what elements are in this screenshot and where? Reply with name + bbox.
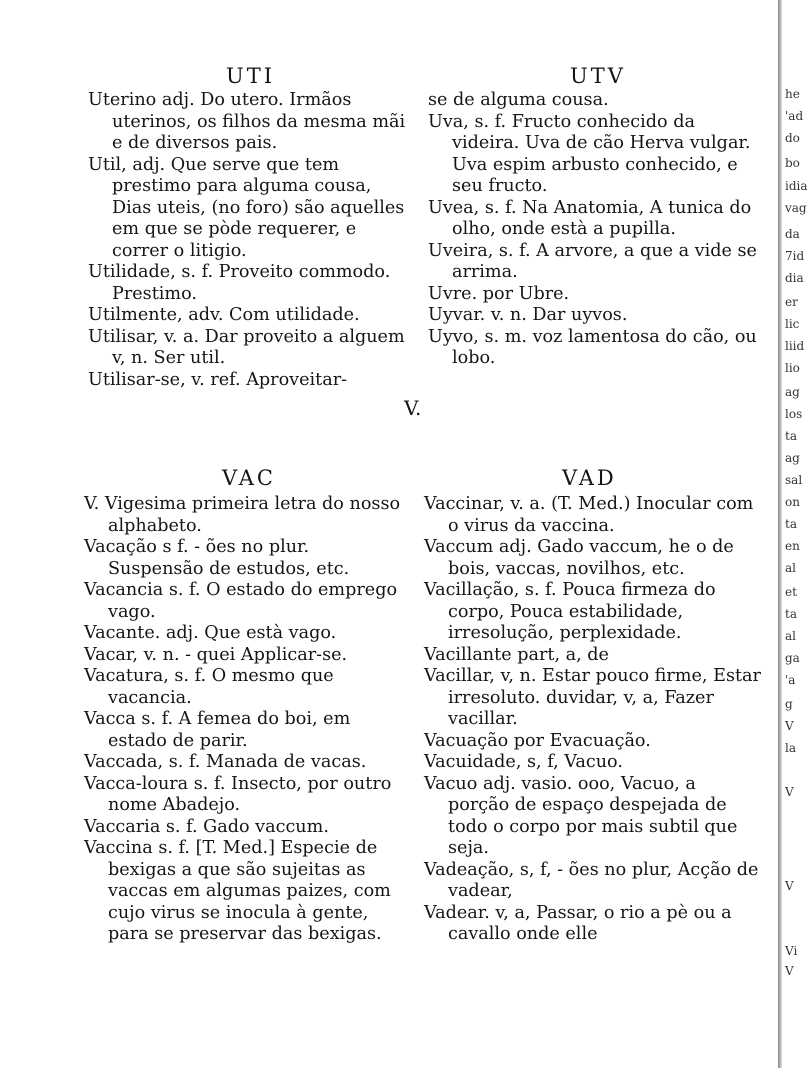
dictionary-entry: Vacante. adj. Que està vago. <box>84 623 337 643</box>
dictionary-entry: Vaccinar, v. a. (T. Med.) Inocular com o virus da vaccina. <box>424 494 754 536</box>
edge-fragment: al <box>785 561 796 575</box>
dictionary-entry: Vacancia s. f. O estado do emprego vago. <box>84 580 398 622</box>
edge-fragment: on <box>785 495 800 509</box>
dictionary-entry: Vadear. v, a, Passar, o rio a pè ou a cavallo onde elle <box>424 902 732 944</box>
edge-fragment: ta <box>785 607 797 621</box>
dictionary-entry: se de alguma cousa. <box>428 90 609 110</box>
dictionary-entry: Utilidade, s. f. Proveito commodo. Prestimo. <box>88 262 391 304</box>
edge-fragment: ag <box>785 385 800 399</box>
dictionary-entry: Vacação s f. - ões no plur. Suspensão de estudos, etc. <box>84 537 350 579</box>
dictionary-entry: Utilisar-se, v. ref. Aproveitar- <box>88 369 348 390</box>
bottom-right-running-header: VAD <box>562 466 617 490</box>
edge-fragment: liid <box>785 339 805 353</box>
dictionary-entry: Vacatura, s. f. O mesmo que vacancia. <box>84 666 334 708</box>
dictionary-entry: Vadeação, s, f, - ões no plur, Acção de vadear, <box>424 859 759 901</box>
bottom-left-column <box>84 494 406 946</box>
section-letter: V. <box>404 396 422 420</box>
dictionary-entry: Vacca s. f. A femea do boi, em estado de parir. <box>84 709 351 751</box>
book-spine-shadow <box>778 0 782 1068</box>
edge-fragment: idia <box>785 179 808 193</box>
edge-fragment: ag <box>785 451 800 465</box>
edge-fragment: et <box>785 585 797 599</box>
edge-fragment: V <box>785 719 794 733</box>
edge-fragment: Vi <box>785 944 798 958</box>
dictionary-entry: Vacuo adj. vasio. ooo, Vacuo, a porção de espaço despejada de todo o corpo por mais subtil que seja. <box>424 773 738 858</box>
edge-fragment: dia <box>785 271 804 285</box>
bottom-right-column <box>424 494 762 946</box>
dictionary-entry: Vacar, v. n. - quei Applicar-se. <box>84 644 348 665</box>
dictionary-entry: Uveira, s. f. A arvore, a que a vide se arrima. <box>428 240 757 282</box>
edge-fragment: sal <box>785 473 803 487</box>
edge-fragment: los <box>785 407 803 421</box>
edge-fragment: 7id <box>785 249 805 263</box>
dictionary-entry: Uterino adj. Do utero. Irmãos uterinos, os filhos da mesma mãi e de diversos pais. <box>88 90 406 153</box>
top-left-running-header: UTI <box>226 64 276 88</box>
edge-fragment: V <box>785 785 794 799</box>
dictionary-entry: Uyvar. v. n. Dar uyvos. <box>428 305 628 325</box>
edge-fragment: V <box>785 879 794 893</box>
edge-fragment: 'a <box>785 673 796 687</box>
dictionary-entry: Vaccum adj. Gado vaccum, he o de bois, vaccas, novilhos, etc. <box>424 537 734 579</box>
dictionary-entry: Vacuação por Evacuação. <box>424 730 651 751</box>
dictionary-entry: Vacca-loura s. f. Insecto, por outro nome Abadejo. <box>84 773 392 815</box>
edge-fragment: bo <box>785 156 800 170</box>
edge-fragment: ta <box>785 429 797 443</box>
edge-fragment: do <box>785 131 800 145</box>
dictionary-entry: Uvre. por Ubre. <box>428 283 570 304</box>
dictionary-entry: Vacuidade, s, f, Vacuo. <box>424 752 623 772</box>
edge-fragment: ta <box>785 517 797 531</box>
edge-fragment: er <box>785 295 798 309</box>
dictionary-entry: Uvea, s. f. Na Anatomia, A tunica do olho, onde està a pupilla. <box>428 197 752 239</box>
dictionary-entry: V. Vigesima primeira letra do nosso alphabeto. <box>84 494 401 536</box>
dictionary-entry: Vaccaria s. f. Gado vaccum. <box>84 816 329 837</box>
dictionary-entry: Vaccina s. f. [T. Med.] Especie de bexigas a que são sujeitas as vaccas em algumas paizes, com cujo virus se inocula à gente, para se preservar das bexigas. <box>84 838 391 944</box>
edge-fragment: V <box>785 964 794 978</box>
adjacent-page-edge <box>778 0 808 1068</box>
edge-fragment: vag <box>785 201 807 215</box>
edge-fragment: la <box>785 741 796 755</box>
top-right-running-header: UTV <box>570 64 626 88</box>
dictionary-entry: Vaccada, s. f. Manada de vacas. <box>84 752 367 772</box>
dictionary-entry: Utilmente, adv. Com utilidade. <box>88 305 360 325</box>
edge-fragment: en <box>785 539 800 553</box>
top-left-column <box>88 90 408 391</box>
dictionary-entry: Vacillante part, a, de <box>424 644 609 665</box>
dictionary-entry: Util, adj. Que serve que tem prestimo para alguma cousa, Dias uteis, (no foro) são aquelles em que se pòde requerer, e correr o litigio. <box>88 154 405 261</box>
dictionary-entry: Utilisar, v. a. Dar proveito a alguem v, n. Ser util. <box>88 326 405 368</box>
dictionary-entry: Vacillação, s. f. Pouca firmeza do corpo, Pouca estabilidade, irresolução, perplexidade. <box>424 580 716 643</box>
edge-fragment: lic <box>785 317 800 331</box>
edge-fragment: da <box>785 227 800 241</box>
edge-fragment: lio <box>785 361 800 375</box>
dictionary-entry: Vacillar, v, n. Estar pouco firme, Estar irresoluto. duvidar, v, a, Fazer vacillar. <box>424 666 761 729</box>
edge-fragment: g <box>785 697 793 711</box>
bottom-left-running-header: VAC <box>222 466 276 490</box>
top-right-column <box>428 90 762 370</box>
edge-fragment: 'ad <box>785 109 804 123</box>
edge-fragment: ga <box>785 651 800 665</box>
edge-fragment: al <box>785 629 796 643</box>
dictionary-entry: Uyvo, s. m. voz lamentosa do cão, ou lobo. <box>428 326 757 368</box>
dictionary-entry: Uva, s. f. Fructo conhecido da videira. Uva de cão Herva vulgar. Uva espim arbusto conhecido, e seu fructo. <box>428 111 751 196</box>
edge-fragment: he <box>785 87 800 101</box>
